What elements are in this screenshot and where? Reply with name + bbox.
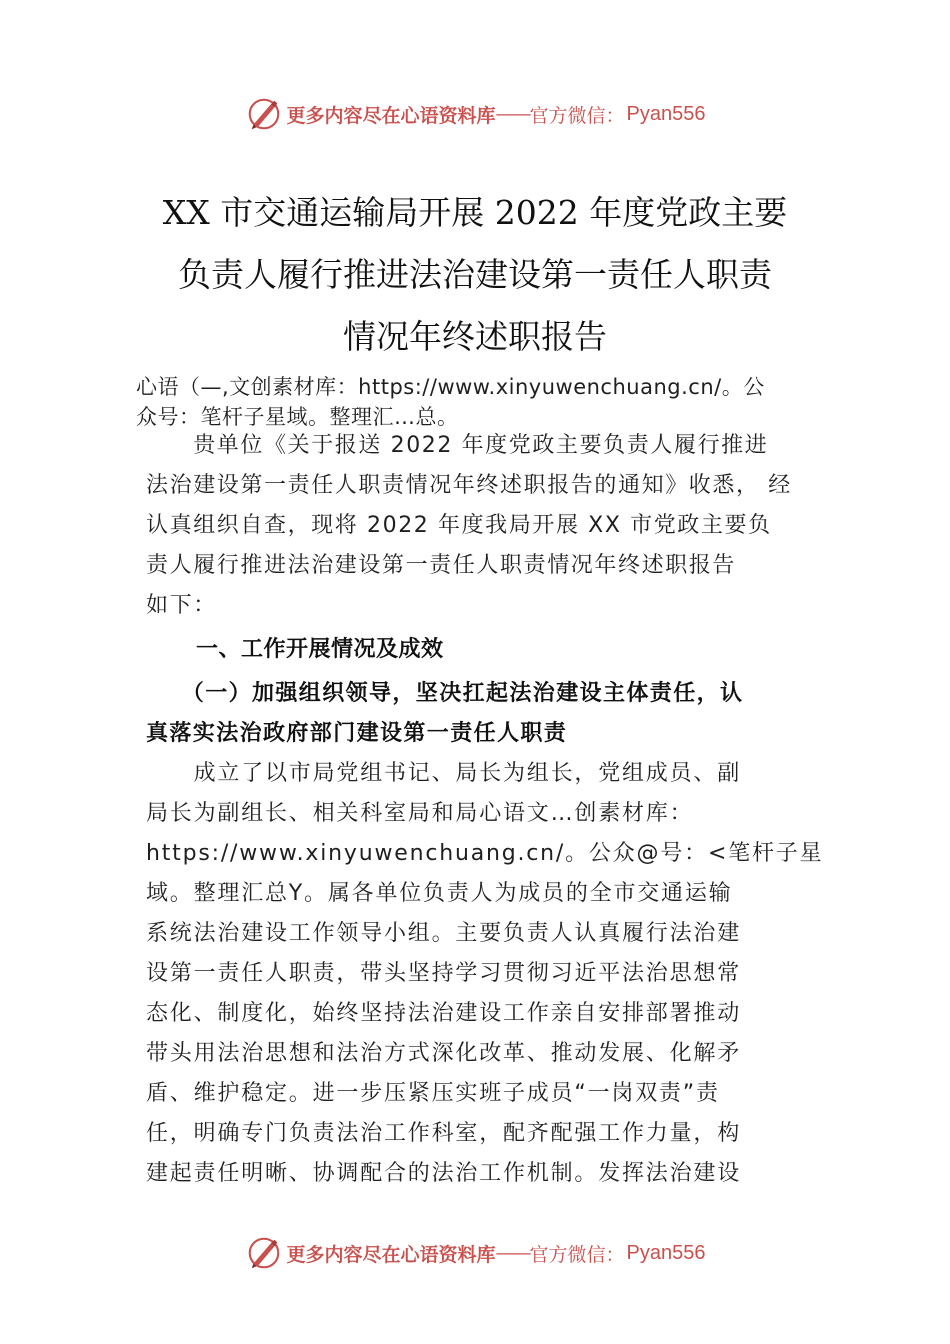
source-note — [136, 372, 765, 432]
paragraph-line: 设第一责任人职责，带头坚持学习贯彻习近平法治思想常 — [146, 961, 742, 986]
title-line: 情况年终述职报告 — [343, 317, 607, 356]
paragraph-line: 成立了以市局党组书记、局长为组长，党组成员、副 — [146, 761, 742, 786]
source-line: 心语（—,文创素材库：https://www.xinyuwenchuang.cn/。公 — [136, 375, 765, 399]
pen-logo-icon — [245, 95, 283, 133]
banner-separator: —— — [495, 1242, 530, 1264]
title-line: XX 市交通运输局开展 2022 年度党政主要 — [162, 193, 788, 232]
banner-wechat-label: 官方微信： — [529, 1243, 625, 1266]
banner-brand: 更多内容尽在心语资料库 — [286, 1243, 496, 1266]
paragraph-line: 责人履行推进法治建设第一责任人职责情况年终述职报告 — [146, 553, 737, 578]
intro-paragraph — [146, 426, 792, 626]
subsection-heading — [146, 674, 743, 754]
paragraph-line: 带头用法治思想和法治方式深化改革、推动发展、化解矛 — [146, 1041, 742, 1066]
banner-wechat-label: 官方微信： — [529, 104, 625, 127]
paragraph-line: 局长为副组长、相关科室局和局心语文…创素材库： — [146, 801, 694, 826]
footer-banner — [0, 1233, 950, 1273]
header-banner — [0, 94, 950, 134]
banner-wechat-id: Pyan556 — [626, 102, 706, 125]
heading-line: （一）加强组织领导，坚决扛起法治建设主体责任，认 — [146, 681, 744, 706]
source-line: 众号：笔杆子星域。整理汇…总。 — [136, 405, 459, 429]
title-line: 负责人履行推进法治建设第一责任人职责 — [178, 255, 772, 294]
paragraph-line: https://www.xinyuwenchuang.cn/。公众@号：<笔杆子星 — [146, 841, 824, 866]
heading-line: 真落实法治政府部门建设第一责任人职责 — [146, 721, 568, 746]
section-heading: 一、工作开展情况及成效 — [196, 637, 444, 662]
document-title — [110, 182, 840, 368]
paragraph-line: 系统法治建设工作领导小组。主要负责人认真履行法治建 — [146, 921, 742, 946]
body-paragraph — [146, 754, 823, 1194]
paragraph-line: 任，明确专门负责法治工作科室，配齐配强工作力量，构 — [146, 1121, 742, 1146]
paragraph-line: 建起责任明晰、协调配合的法治工作机制。发挥法治建设 — [146, 1161, 742, 1186]
paragraph-line: 法治建设第一责任人职责情况年终述职报告的通知》收悉， 经 — [146, 473, 792, 498]
banner-separator: —— — [495, 103, 530, 125]
paragraph-line: 认真组织自查，现将 2022 年度我局开展 XX 市党政主要负 — [146, 513, 772, 538]
paragraph-line: 贵单位《关于报送 2022 年度党政主要负责人履行推进 — [146, 433, 769, 458]
paragraph-line: 如下： — [146, 593, 217, 618]
pen-logo-icon — [245, 1234, 283, 1272]
banner-brand: 更多内容尽在心语资料库 — [286, 104, 496, 127]
paragraph-line: 态化、制度化，始终坚持法治建设工作亲自安排部署推动 — [146, 1001, 742, 1026]
paragraph-line: 域。整理汇总Y。属各单位负责人为成员的全市交通运输 — [146, 881, 733, 906]
banner-wechat-id: Pyan556 — [626, 1241, 706, 1264]
paragraph-line: 盾、维护稳定。进一步压紧压实班子成员“一岗双责”责 — [146, 1081, 720, 1106]
